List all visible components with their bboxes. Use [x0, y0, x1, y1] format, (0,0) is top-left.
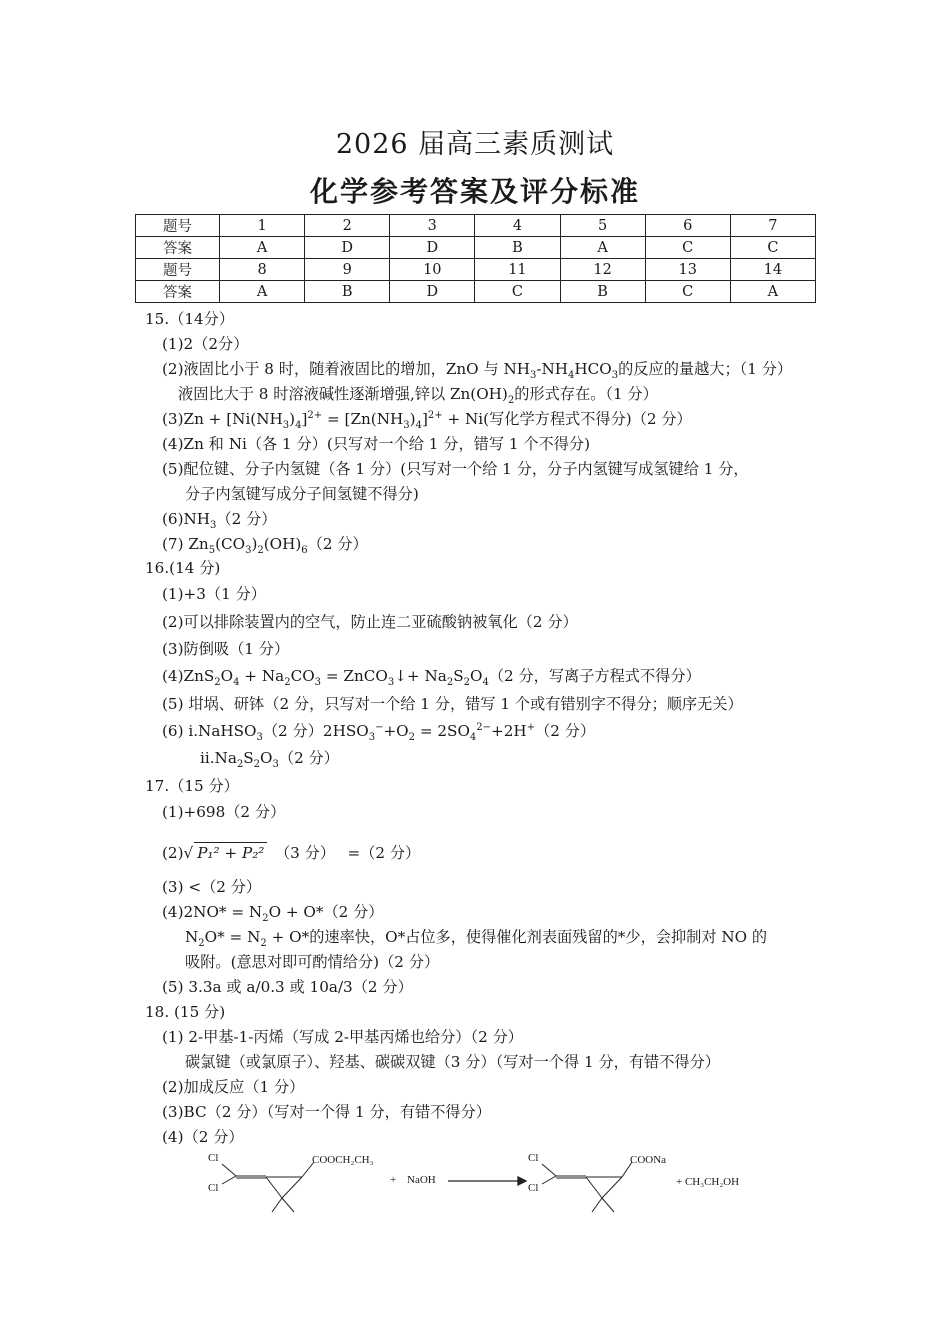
table-row	[136, 215, 816, 237]
question-15-heading: 15.（14分）	[145, 310, 235, 328]
table-cell: 2	[305, 215, 390, 237]
table-cell: 14	[730, 259, 815, 281]
table-cell: B	[475, 237, 560, 259]
chlorine-label: Cl	[528, 1182, 539, 1194]
chlorine-label: Cl	[528, 1152, 539, 1164]
q17-part2: (2)√ P₁² + P₂² （3 分） =（2 分）	[162, 844, 421, 862]
q15-part4: (4)Zn 和 Ni（各 1 分）(只写对一个给 1 分，错写 1 个不得分)	[162, 435, 591, 453]
q15-part2-cont: 液固比大于 8 时溶液碱性逐渐增强,锌以 $Zn(OH)_2$的形式存在。（1 分）	[178, 385, 658, 407]
table-cell: D	[390, 281, 475, 303]
table-row	[136, 281, 816, 303]
chlorine-label: Cl	[208, 1152, 219, 1164]
table-cell: B	[560, 281, 645, 303]
question-16-heading: 16.(14 分)	[145, 559, 221, 577]
q16-part3: (3)防倒吸（1 分）	[162, 640, 290, 658]
q17-part1: (1)+698（2 分）	[162, 803, 286, 821]
table-cell: A	[560, 237, 645, 259]
table-cell: 11	[475, 259, 560, 281]
reagent-naoh: NaOH	[407, 1174, 436, 1186]
row-label: 题号	[136, 259, 220, 281]
table-cell: D	[390, 237, 475, 259]
answer-table	[135, 214, 816, 303]
q15-part5: (5)配位键、分子内氢键（各 1 分）(只写对一个给 1 分，分子内氢键写成氢键给 1 分，	[162, 460, 749, 478]
question-17-heading: 17.（15 分）	[145, 777, 239, 795]
row-label: 答案	[136, 281, 220, 303]
table-cell: 9	[305, 259, 390, 281]
q18-part2: (2)加成反应（1 分）	[162, 1078, 305, 1096]
row-label: 题号	[136, 215, 220, 237]
table-cell: 13	[645, 259, 730, 281]
q15-part6: $(6)NH_3(2$ 分）	[162, 510, 277, 532]
q16-part4: $(4)ZnS_2O_4 + Na_2CO_3$ = ZnCO$_3$↓+ $Na_2S_2O_4(2$ 分，写离子方程式不得分）	[162, 667, 701, 689]
q16-part1: (1)+3（1 分）	[162, 585, 266, 603]
q15-part3: $(3)Zn + [Ni(NH_3)_4]^{2+} = [Zn(NH_3)_4]^{2+} + Ni$(写化学方程式不得分)（2 分）	[162, 409, 692, 432]
table-row	[136, 237, 816, 259]
table-cell: 1	[220, 215, 305, 237]
plus-sign: +	[390, 1174, 397, 1186]
table-cell: 4	[475, 215, 560, 237]
table-cell: A	[730, 281, 815, 303]
table-cell: D	[305, 237, 390, 259]
table-cell: C	[645, 281, 730, 303]
q16-part6-ii: $ⅱ.Na_2S_2O_3(2$ 分）	[200, 749, 339, 771]
reaction-scheme	[200, 1150, 760, 1220]
table-cell: 6	[645, 215, 730, 237]
ethanol-product: + CH₃CH₂OH	[676, 1176, 740, 1188]
q15-part5-cont: 分子内氢键写成分子间氢键不得分)	[185, 485, 419, 503]
q16-part2: (2)可以排除装置内的空气，防止连二亚硫酸钠被氧化（2 分）	[162, 613, 578, 631]
q17-part4: $(4)2NO* = N_2O + O*(2$ 分）	[162, 903, 384, 925]
table-cell: B	[305, 281, 390, 303]
reactant-structure	[222, 1162, 314, 1212]
table-cell: 12	[560, 259, 645, 281]
q15-part1: (1)2（2分）	[162, 335, 249, 353]
table-cell: A	[220, 237, 305, 259]
table-cell: A	[220, 281, 305, 303]
reaction-arrow	[448, 1177, 526, 1185]
q17-part5: (5) 3.3a 或 a/0.3 或 10a/3（2 分）	[162, 978, 413, 996]
table-row	[136, 259, 816, 281]
table-cell: C	[475, 281, 560, 303]
q16-part6: (6) ⅰ.NaHSO$_3$（2 分）$2HSO_3^-+O_2 = 2SO_4^{2-}+2H^+(2$ 分）	[162, 721, 596, 744]
carboxylate-label: COONa	[630, 1154, 667, 1166]
q17-part4-cont: $N_2O* = N_2 + O*$的速率快，O*占位多，使得催化剂表面残留的*少，会抑制对 NO 的	[185, 928, 768, 950]
q18-part1: (1) 2-甲基-1-丙烯（写成 2-甲基丙烯也给分）（2 分）	[162, 1028, 523, 1046]
q17-part4-cont2: 吸附。(意思对即可酌情给分)（2 分）	[185, 953, 440, 971]
chlorine-label: Cl	[208, 1182, 219, 1194]
ester-group-label: COOCH₂CH₃	[312, 1154, 374, 1166]
q17-part3: (3) <（2 分）	[162, 878, 262, 896]
table-cell: 8	[220, 259, 305, 281]
q15-part7: (7) $Zn_5(CO_3)_2(OH)_6(2$ 分）	[162, 535, 368, 557]
q18-part1-cont: 碳氯键（或氯原子）、羟基、碳碳双键（3 分）（写对一个得 1 分，有错不得分）	[185, 1053, 720, 1071]
page-title: 2026 届高三素质测试	[335, 129, 615, 160]
q15-part2: (2)液固比小于 8 时，随着液固比的增加，ZnO 与 $NH_3-NH_4HCO_3$的反应的量越大；（1 分）	[162, 360, 793, 382]
product-structure	[542, 1162, 632, 1212]
page-subtitle: 化学参考答案及评分标准	[309, 175, 640, 208]
table-cell: 10	[390, 259, 475, 281]
row-label: 答案	[136, 237, 220, 259]
q18-part4: (4)（2 分）	[162, 1128, 244, 1146]
table-cell: C	[645, 237, 730, 259]
q16-part5: (5) 坩埚、研钵（2 分，只写对一个给 1 分，错写 1 个或有错别字不得分；顺序无关）	[162, 695, 743, 713]
table-cell: C	[730, 237, 815, 259]
table-cell: 5	[560, 215, 645, 237]
q18-part3: (3)BC（2 分）（写对一个得 1 分，有错不得分）	[162, 1103, 491, 1121]
question-18-heading: 18. (15 分)	[145, 1003, 226, 1021]
table-cell: 7	[730, 215, 815, 237]
table-cell: 3	[390, 215, 475, 237]
